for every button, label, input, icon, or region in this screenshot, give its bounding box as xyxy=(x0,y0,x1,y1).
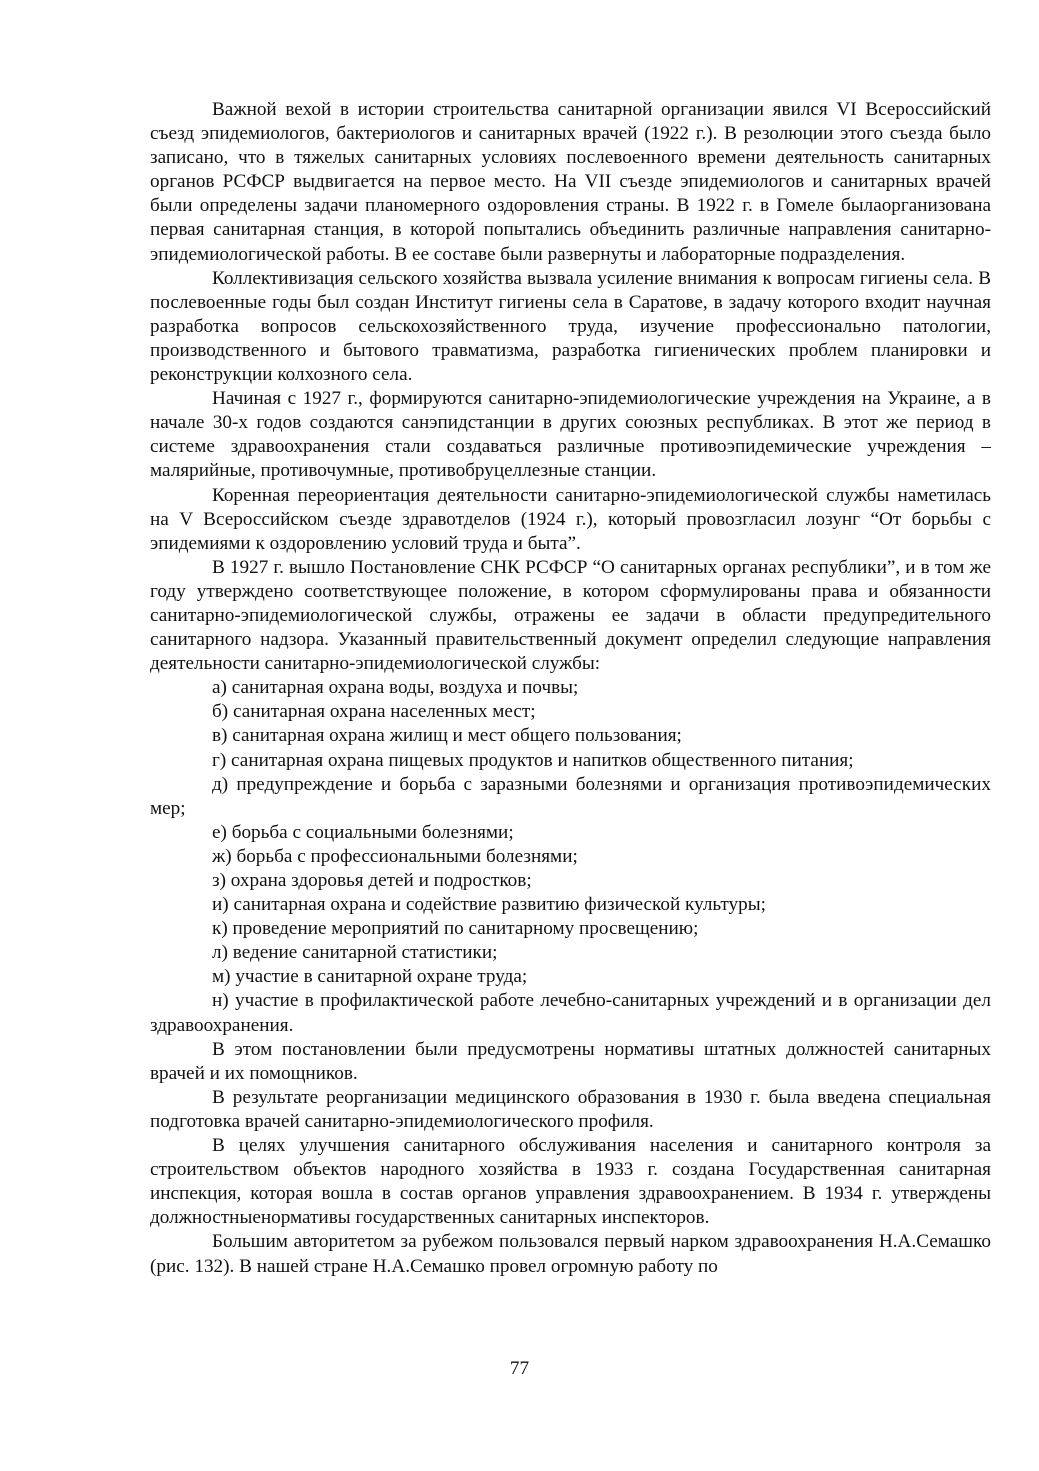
list-item: б) санитарная охрана населенных мест; xyxy=(212,701,536,723)
paragraph-sixth-congress: Важной вехой в истории строительства санитарной организации явился VI Всероссийский съезд эпидемиологов, бактериологов и санитарных врачей (1922 г.). В резолюции этого съезда было записано, что в тяжелых санитарных условиях послевоенного времени деятельность санитарных органов РСФСР выдвигается на первое место. На VII съезде эпидемиологов и санитарных врачей были определены задачи планомерного оздоровления страны. В 1922 г. в Гомеле былаорганизована первая санитарная станция, в которой попытались объединить различные направления санитарно-эпидемиологической работы. В ее составе были развернуты и лабораторные подразделения. xyxy=(150,99,991,265)
list-item: е) борьба с социальными болезнями; xyxy=(212,821,514,843)
list-item: в) санитарная охрана жилищ и мест общего пользования; xyxy=(212,725,682,747)
list-item: к) проведение мероприятий по санитарному просвещению; xyxy=(212,918,699,940)
list-item: н) участие в профилактической работе лечебно-санитарных учреждений и в организации дел здравоохранения. xyxy=(150,990,991,1036)
list-item: г) санитарная охрана пищевых продуктов и напитков общественного питания; xyxy=(212,749,854,771)
document-page xyxy=(150,98,991,1279)
paragraph-ukraine-institutions: Начиная с 1927 г., формируются санитарно-эпидемиологические учреждения на Украине, а в начале 30-х годов создаются санэпидстанции в других союзных республиках. В этот же период в системе здравоохранения стали создаваться различные противоэпидемические учреждения – малярийные, противочумные, противобруцеллезные станции. xyxy=(150,388,991,482)
list-item: м) участие в санитарной охране труда; xyxy=(212,966,528,988)
list-item: а) санитарная охрана воды, воздуха и почвы; xyxy=(212,677,579,699)
paragraph-collectivization: Коллективизация сельского хозяйства вызвала усиление внимания к вопросам гигиены села. В послевоенные годы был создан Институт гигиены села в Саратове, в задачу которого входит научная разработка вопросов сельскохозяйственного труда, изучение профессионально патологии, производственного и бытового травматизма, разработка гигиенических проблем планировки и реконструкции колхозного села. xyxy=(150,267,991,386)
directions-list xyxy=(150,676,991,1037)
page-number: 77 xyxy=(509,1358,530,1379)
paragraph-state-inspection: В целях улучшения санитарного обслуживания населения и санитарного контроля за строительством объектов народного хозяйства в 1933 г. создана Государственная санитарная инспекция, которая вошла в состав органов управления здравоохранением. В 1934 г. утверждены должностныенормативы государственных санитарных инспекторов. xyxy=(150,1135,991,1229)
paragraph-snk-resolution: В 1927 г. вышло Постановление СНК РСФСР “О санитарных органах республики”, и в том же году утверждено соответствующее положение, в котором сформулированы права и обязанности санитарно-эпидемиологической службы, отражены ее задачи в области предупредительного санитарного надзора. Указанный правительственный документ определил следующие направления деятельности санитарно-эпидемиологической службы: xyxy=(150,556,991,675)
list-item: л) ведение санитарной статистики; xyxy=(212,942,498,964)
list-item: и) санитарная охрана и содействие развитию физической культуры; xyxy=(212,894,766,916)
paragraph-fifth-congress: Коренная переориентация деятельности санитарно-эпидемиологической службы наметилась на V Всероссийском съезде здравотделов (1924 г.), который провозгласил лозунг “От борьбы с эпидемиями к оздоровлению условий труда и быта”. xyxy=(150,484,991,554)
paragraph-staff-norms: В этом постановлении были предусмотрены нормативы штатных должностей санитарных врачей и их помощников. xyxy=(150,1038,991,1084)
list-item: з) охрана здоровья детей и подростков; xyxy=(212,870,532,891)
list-item: д) предупреждение и борьба с заразными болезнями и организация противоэпидемических мер; xyxy=(150,773,991,819)
paragraph-semashko: Большим авторитетом за рубежом пользовался первый нарком здравоохранения Н.А.Семашко (рис. 132). В нашей стране Н.А.Семашко провел огромную работу по xyxy=(150,1231,991,1277)
paragraph-medical-education: В результате реорганизации медицинского образования в 1930 г. была введена специальная подготовка врачей санитарно-эпидемиологического профиля. xyxy=(150,1086,991,1132)
list-item: ж) борьба с профессиональными болезнями; xyxy=(212,845,578,867)
